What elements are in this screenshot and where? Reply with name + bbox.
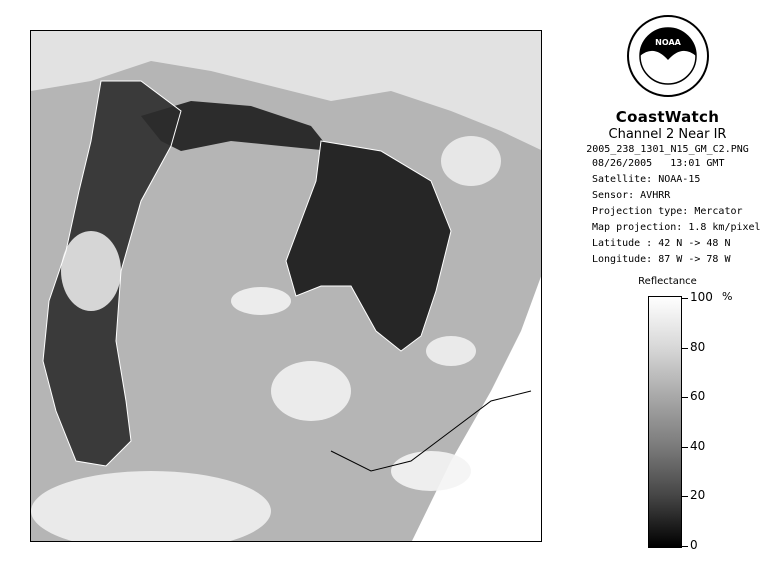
sensor: Sensor: AVHRR (592, 190, 671, 201)
scale-tick-mark (682, 447, 688, 448)
cloud-patch (441, 136, 501, 186)
reflectance-scale-bar (648, 296, 682, 548)
satellite-map (30, 30, 542, 542)
scale-tick-label: 80 (690, 339, 706, 354)
scale-tick-mark (682, 348, 688, 349)
map-projection: Map projection: 1.8 km/pixel (592, 222, 761, 233)
scale-tick-label: 40 (690, 438, 706, 453)
time: 13:01 GMT (670, 158, 725, 169)
scale-tick-label: 20 (690, 488, 706, 503)
product-title: CoastWatch (615, 108, 720, 126)
scale-tick-label: 60 (690, 389, 706, 404)
svg-text:NOAA: NOAA (654, 38, 681, 47)
cloud-patch (426, 336, 476, 366)
metadata-list (592, 156, 775, 268)
scale-tick-mark (682, 546, 688, 547)
satellite: Satellite: NOAA-15 (592, 174, 701, 185)
scale-title: Reflectance (638, 276, 697, 287)
projection-type: Projection type: Mercator (592, 206, 743, 217)
date-time-row (592, 156, 775, 172)
noaa-logo-icon (626, 14, 710, 98)
scale-tick-mark (682, 397, 688, 398)
cloud-patch (271, 361, 351, 421)
scale-tick-mark (682, 496, 688, 497)
date: 08/26/2005 (592, 158, 653, 169)
scale-tick-mark (682, 298, 688, 299)
scale-unit: % (722, 290, 733, 303)
longitude: Longitude: 87 W -> 78 W (592, 254, 731, 265)
info-panel (560, 14, 775, 287)
noaa-logo (626, 14, 710, 98)
latitude: Latitude : 42 N -> 48 N (592, 238, 731, 249)
map-svg (31, 31, 542, 542)
cloud-patch (61, 231, 121, 311)
cloud-patch (391, 451, 471, 491)
file-name: 2005_238_1301_N15_GM_C2.PNG (586, 144, 749, 155)
scale-tick-label: 0 (690, 538, 698, 552)
scale-tick-label: 100 (690, 290, 713, 304)
channel-label: Channel 2 Near IR (608, 127, 727, 142)
cloud-patch (231, 287, 291, 315)
